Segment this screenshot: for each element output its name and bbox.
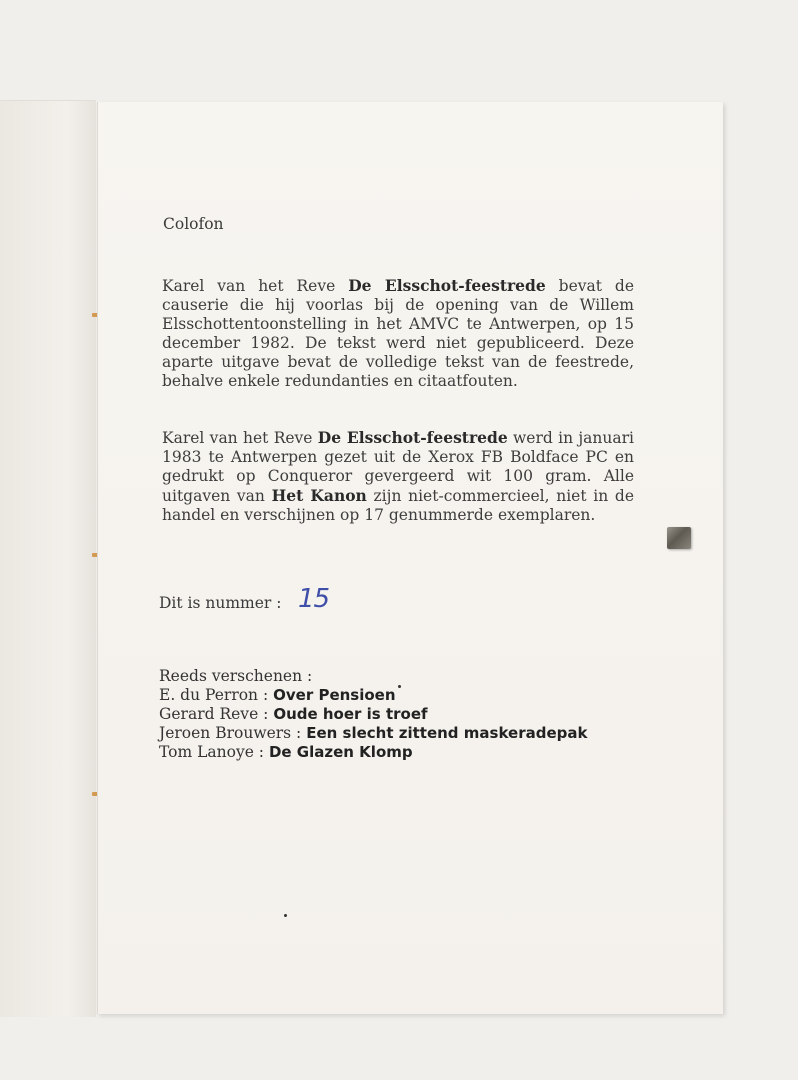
left-page — [0, 100, 96, 1017]
colofon-paragraph-2 — [162, 428, 634, 525]
right-page — [97, 102, 723, 1014]
list-item-author: Tom Lanoye : — [159, 743, 269, 761]
reeds-verschenen-list — [159, 667, 587, 762]
colofon-heading: Colofon — [163, 215, 224, 233]
nummer-label: Dit is nummer : — [159, 594, 282, 612]
p2-text-end: zijn niet-commercieel, niet in de handel en verschijnen op 17 genummerde exemplaren. — [162, 487, 634, 524]
list-item-title: Oude hoer is troef — [273, 705, 428, 723]
p2-publisher: Het Kanon — [271, 486, 367, 505]
list-item — [159, 705, 587, 724]
p2-book-title: De Elsschot-feestrede — [317, 428, 508, 447]
list-heading: Reeds verschenen : — [159, 667, 313, 685]
list-item-author: Gerard Reve : — [159, 705, 274, 723]
speck — [284, 914, 287, 917]
list-item-title: Een slecht zittend maskeradepak — [306, 724, 588, 742]
p1-book-title: De Elsschot-feestrede — [348, 276, 546, 295]
colofon-paragraph-1 — [162, 276, 634, 391]
p1-text-end: bevat de causerie die hij voorlas bij de opening van de Willem Elsschottentoonstelling in het AMVC te Antwerpen, op 15 december 1982. De tekst werd niet gepubliceerd. Deze aparte uitgave bevat de volledige tekst van de feestrede, behalve enkele redundanties en citaatfouten. — [162, 277, 634, 390]
speck — [398, 685, 401, 688]
list-item-author: Jeroen Brouwers : — [159, 724, 307, 742]
list-item — [159, 686, 587, 705]
list-item-title: De Glazen Klomp — [268, 743, 413, 761]
p1-text-start: Karel van het Reve — [162, 277, 349, 295]
list-item-author: E. du Perron : — [159, 686, 274, 704]
list-item — [159, 724, 587, 743]
p2-text-start: Karel van het Reve — [162, 429, 318, 447]
list-item — [159, 743, 587, 762]
p2-text-mid: werd in januari 1983 te Antwerpen gezet uit de Xerox FB Boldface PC en gedrukt op Conqueror gevergeerd wit 100 gram. Alle uitgaven van — [162, 429, 634, 505]
list-item-title: Over Pensioen — [273, 686, 396, 704]
handwritten-number: 15 — [298, 584, 330, 614]
paper-clip — [667, 527, 691, 549]
